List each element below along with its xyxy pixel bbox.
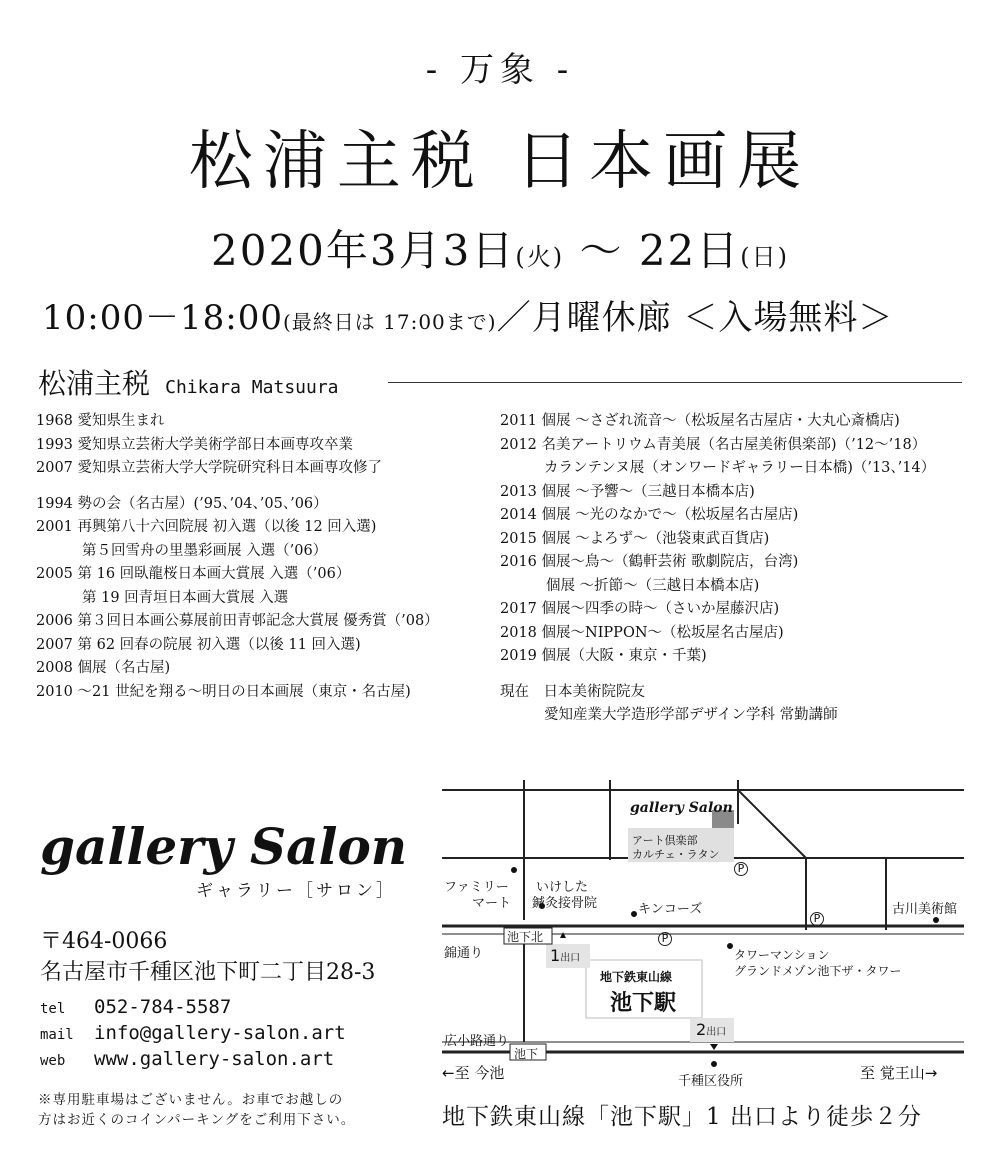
map-to-kakuozan: 至 覚王山→ xyxy=(860,1064,938,1082)
parking-icon: P xyxy=(810,912,824,926)
hours-rest: ／月曜休廊 ＜入場無料＞ xyxy=(496,298,894,338)
start-date: 2020年3月3日 xyxy=(211,226,516,275)
map-kinkos: キンコーズ xyxy=(638,902,703,917)
bio-line: 1968 愛知県生まれ xyxy=(36,413,165,429)
start-weekday: (火) xyxy=(515,243,565,271)
contact-web xyxy=(40,1048,334,1070)
map-ikeshita-clinic-2: 鍼灸接骨院 xyxy=(532,896,598,911)
map-art-club: アート倶楽部 xyxy=(632,834,698,847)
exit-1-arrow xyxy=(560,932,566,938)
parking-icon: P xyxy=(734,862,748,876)
map-ikeshita: 池下 xyxy=(514,1047,539,1061)
bio-line: 1993 愛知県立芸術大学美術学部日本画専攻卒業 xyxy=(36,436,354,453)
map-tower-mansion: タワーマンション xyxy=(734,948,830,962)
mail-label: mail xyxy=(40,1027,74,1043)
web-label: web xyxy=(40,1053,66,1069)
bio-current: 愛知産業大学造形学部デザイン学科 常勤講師 xyxy=(544,707,838,723)
artist-name: 松浦主税 xyxy=(38,367,151,400)
artist-roman-name: Chikara Matsuura xyxy=(165,377,339,398)
map-station-line: 地下鉄東山線 xyxy=(600,970,673,984)
end-date: 22日 xyxy=(638,226,741,275)
gallery-kana: ギャラリー［サロン］ xyxy=(196,881,396,901)
bio-line: 2008 個展（名古屋) xyxy=(36,660,171,676)
hours-note: (最終日は 17:00まで) xyxy=(282,310,497,334)
map-tower-mansion-2: グランドメゾン池下ザ・タワー xyxy=(734,964,902,978)
end-weekday: (日) xyxy=(740,243,789,271)
mail-address[interactable]: info@gallery-salon.art xyxy=(94,1022,346,1044)
map-ikeshita-north: 池下北 xyxy=(507,930,544,944)
map-ikeshita-clinic: いけした xyxy=(536,880,589,895)
hours-time: 10:00－18:00 xyxy=(42,298,283,338)
bio-line: 2014 個展 ～光のなかで～（松坂屋名古屋店) xyxy=(500,507,799,523)
map-furukawa-museum: 古川美術館 xyxy=(892,902,958,917)
map-exit-2 xyxy=(696,1020,726,1039)
bio-line: カランテンヌ展（オンワードギャラリー日本橋)（’13、’14） xyxy=(544,460,936,476)
bio-line: 2001 再興第八十六回院展 初入選（以後 12 回入選) xyxy=(36,519,377,535)
postal-code: 〒464-0066 xyxy=(40,929,168,954)
bio-current: 現在 日本美術院院友 xyxy=(500,683,645,700)
exit-1-number: 1 xyxy=(550,946,561,965)
map-familymart: ファミリー xyxy=(444,880,509,895)
map-ward-office: 千種区役所 xyxy=(678,1074,744,1089)
biography-right xyxy=(500,410,935,728)
map-art-club-2: カルチェ・ラタン xyxy=(632,848,720,861)
parking-icon: P xyxy=(658,932,672,946)
exit-2-arrow xyxy=(710,1044,718,1050)
access-map xyxy=(442,780,964,1089)
map-to-imaike: ←至 今池 xyxy=(442,1064,505,1082)
bio-line: 2013 個展 ～予響～（三越日本橋本店) xyxy=(500,483,755,500)
access-directions: 地下鉄東山線「池下駅」1 出口より徒歩２分 xyxy=(442,1104,922,1130)
bio-line: 1994 勢の会（名古屋）(’95、’04、’05、’06） xyxy=(36,495,328,512)
web-url[interactable]: www.gallery-salon.art xyxy=(94,1048,335,1070)
exit-1-label: 出口 xyxy=(560,953,581,964)
bio-line: 個展 ～折節～（三越日本橋本店) xyxy=(546,577,760,594)
artist-heading xyxy=(38,362,962,402)
bio-line: 2016 個展～鳥～（鶴軒芸術 歌劇院店，台湾) xyxy=(500,554,799,570)
exhibition-title: 松浦主税 日本画展 xyxy=(188,125,812,199)
gallery-address: 名古屋市千種区池下町二丁目28-3 xyxy=(40,960,376,985)
logo-lettering: gallery Salon xyxy=(40,817,408,876)
map-gallery-logo: gallery Salon xyxy=(630,800,733,816)
bio-line: 2007 愛知県立芸術大学大学院研究科日本画専攻修了 xyxy=(36,460,383,476)
opening-hours xyxy=(42,290,893,339)
contact-mail xyxy=(40,1022,346,1044)
heading-rule xyxy=(388,382,962,383)
bio-line: 2012 名美アートリウム青美展（名古屋美術倶楽部)（’12～’18） xyxy=(500,436,927,453)
bio-line: 2019 個展（大阪・東京・千葉) xyxy=(500,648,707,664)
parking-note xyxy=(38,1090,355,1130)
map-exit-1 xyxy=(550,946,580,965)
map-station-name: 池下駅 xyxy=(610,991,677,1016)
bio-line: 第 19 回青垣日本画大賞展 入選 xyxy=(82,589,289,606)
bio-line: 2005 第 16 回臥龍桜日本画大賞展 入選（’06） xyxy=(36,566,351,582)
bio-line: 2010 ～21 世紀を翔る～明日の日本画展（東京・名古屋) xyxy=(36,683,411,700)
exit-2-label: 出口 xyxy=(706,1027,727,1038)
parking-note-line: ※専用駐車場はございません。お車でお越しの xyxy=(38,1092,344,1108)
map-familymart-2: マート xyxy=(472,896,512,911)
tel-label: tel xyxy=(40,1001,66,1017)
bio-line: 2015 個展 ～よろず～（池袋東武百貨店) xyxy=(500,530,770,547)
bio-line: 2011 個展 ～さざれ流音～（松坂屋名古屋店・大丸心斎橋店) xyxy=(500,413,900,429)
bio-line: 2007 第 62 回春の院展 初入選（以後 11 回入選) xyxy=(36,636,361,653)
bio-line: 2006 第３回日本画公募展前田青邨記念大賞展 優秀賞（’08） xyxy=(36,613,439,629)
map-hirokoji-dori: 広小路通り xyxy=(444,1034,510,1049)
biography-left xyxy=(36,410,439,704)
bio-line: 2017 個展～四季の時～（さいか屋藤沢店) xyxy=(500,601,780,617)
exit-2-number: 2 xyxy=(696,1020,707,1039)
contact-tel xyxy=(40,996,231,1018)
tel-number[interactable]: 052-784-5587 xyxy=(94,996,232,1018)
date-separator: ～ xyxy=(579,226,624,275)
gallery-salon-logo xyxy=(40,812,408,882)
parking-note-line: 方はお近くのコインパーキングをご利用下さい。 xyxy=(38,1112,356,1128)
exhibition-subtitle: - 万象 - xyxy=(425,50,575,90)
exhibition-dates xyxy=(0,218,1000,278)
map-nishiki-dori: 錦通り xyxy=(444,946,484,961)
bio-line: 2018 個展～NIPPON～（松坂屋名古屋店) xyxy=(500,624,784,641)
bio-line: 第５回雪舟の里墨彩画展 入選（’06） xyxy=(82,542,328,559)
